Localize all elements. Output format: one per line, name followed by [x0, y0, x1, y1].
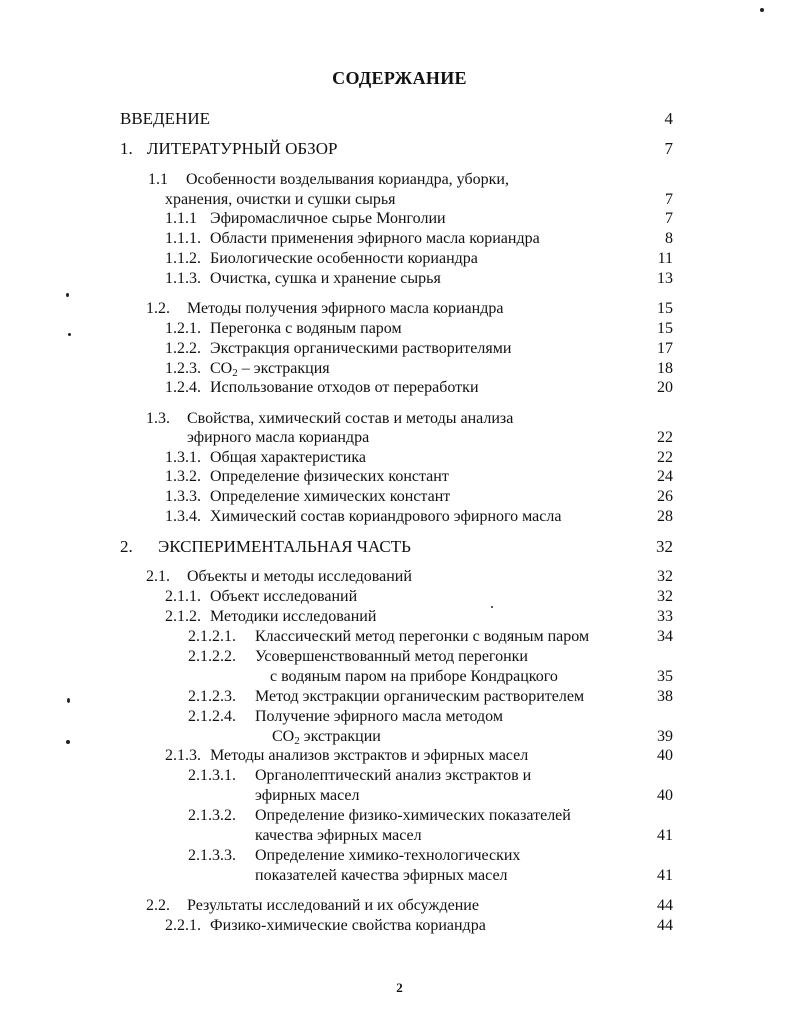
toc-entry-2-1-2-1 [0, 627, 799, 647]
toc-entry-page: 7 [664, 139, 673, 158]
toc-entry-continuation [0, 866, 799, 886]
toc-entry-1-3 [0, 409, 799, 429]
toc-entry-page: 44 [657, 917, 673, 934]
toc-entry-number: 1.3. [146, 410, 170, 427]
page-title: СОДЕРЖАНИЕ [332, 68, 467, 88]
toc-entry-2-1-2-4 [0, 707, 799, 727]
toc-entry-number: 2.1.3. [165, 747, 201, 764]
toc-entry-text: Использование отходов от переработки [210, 379, 479, 396]
toc-entry-text: качества эфирных масел [255, 827, 422, 844]
toc-entry-introduction [0, 109, 799, 129]
page-number: 2 [396, 980, 403, 995]
toc-entry-text: Получение эфирного масла методом [255, 708, 503, 725]
toc-entry-1-2-4 [0, 378, 799, 398]
toc-entry-text [210, 359, 330, 379]
toc-entry-page: 15 [657, 300, 673, 317]
toc-entry-number: 2.1.2.3. [188, 688, 236, 705]
toc-entry-text: Результаты исследований и их обсуждение [187, 897, 479, 914]
toc-entry-text: Определение химических констант [210, 488, 451, 505]
toc-entry-continuation [0, 826, 799, 846]
toc-entry-number: 2.1.2.1. [188, 628, 236, 645]
scan-speck [66, 293, 69, 297]
toc-entry-text: хранения, очистки и сушки сырья [165, 191, 396, 208]
toc-entry-text-rest: экстракции [299, 728, 381, 745]
toc-entry-2 [0, 537, 799, 557]
toc-entry-page: 33 [657, 608, 673, 625]
toc-entry-1-2-2 [0, 339, 799, 359]
toc-entry-text: показателей качества эфирных масел [255, 867, 508, 884]
toc-entry-page: 38 [657, 688, 673, 705]
toc-entry-1-1-3 [0, 269, 799, 289]
toc-entry-continuation [0, 428, 799, 448]
toc-entry-text: Определение химико-технологических [255, 847, 521, 864]
toc-entry-page: 28 [657, 508, 673, 525]
toc-entry-text: Определение физических констант [210, 468, 449, 485]
toc-entry-continuation [0, 786, 799, 806]
toc-entry-number: 1.1.1 [165, 210, 197, 227]
toc-entry-text: Классический метод перегонки с водяным паром [255, 628, 590, 645]
toc-entry-number: 2.1.1. [165, 588, 201, 605]
toc-entry-page: 40 [657, 787, 673, 804]
toc-entry-2-2 [0, 896, 799, 916]
toc-entry-number: 2.1. [146, 568, 170, 585]
toc-entry-text: Области применения эфирного масла кориандра [210, 230, 540, 247]
toc-entry-text: Методики исследований [210, 608, 377, 625]
toc-entry-1-1-1 [0, 209, 799, 229]
toc-entry-page: 35 [657, 668, 673, 685]
toc-entry-page: 15 [657, 320, 673, 337]
toc-entry-text-rest: – экстракция [237, 360, 330, 377]
toc-entry-2-1-3-2 [0, 806, 799, 826]
toc-entry-page: 41 [657, 827, 673, 844]
scan-speck [760, 8, 764, 12]
co2-formula: CO [272, 728, 295, 745]
toc-entry-text: ВВЕДЕНИЕ [120, 109, 210, 128]
toc-entry-number: 1.3.3. [165, 488, 201, 505]
toc-entry-number: 1.1.1. [165, 230, 201, 247]
toc-entry-text: Определение физико-химических показателей [255, 807, 571, 824]
toc-entry-2-2-1 [0, 916, 799, 936]
toc-entry-number: 2.1.2.2. [188, 648, 236, 665]
toc-entry-page: 32 [657, 568, 673, 585]
toc-entry-page: 26 [657, 488, 673, 505]
toc-entry-page: 24 [657, 468, 673, 485]
toc-entry-number: 2.1.2.4. [188, 708, 236, 725]
toc-entry-1-1-2 [0, 249, 799, 269]
toc-entry-number: 1. [120, 139, 133, 158]
toc-entry-number: 2.1.2. [165, 608, 201, 625]
toc-entry-text: Метод экстракции органическим растворителем [255, 688, 585, 705]
toc-entry-2-1-3 [0, 746, 799, 766]
toc-entry-text: Очистка, сушка и хранение сырья [210, 270, 441, 287]
toc-entry-page: 22 [657, 429, 673, 446]
toc-entry-1-2-1 [0, 319, 799, 339]
toc-entry-text: ЭКСПЕРИМЕНТАЛЬНАЯ ЧАСТЬ [158, 537, 411, 556]
toc-entry-text: Органолептический анализ экстрактов и [255, 767, 532, 784]
toc-entry-number: 2.1.3.2. [188, 807, 236, 824]
scan-speck [491, 606, 493, 608]
toc-entry-page: 20 [657, 379, 673, 396]
toc-entry-text: Методы получения эфирного масла кориандра [187, 300, 504, 317]
toc-entry-number: 1.3.4. [165, 508, 201, 525]
toc-entry-number: 1.2.4. [165, 379, 201, 396]
co2-formula: CO [210, 360, 233, 377]
toc-entry-1-3-1 [0, 448, 799, 468]
toc-entry-number: 1.2. [146, 300, 170, 317]
toc-entry-text: Свойства, химический состав и методы анализа [187, 410, 514, 427]
toc-entry-continuation [0, 667, 799, 687]
toc-entry-page: 8 [665, 230, 673, 247]
scan-speck [68, 333, 71, 336]
toc-entry-number: 1.1 [148, 171, 168, 188]
toc-entry-text: Эфиромасличное сырье Монголии [210, 210, 446, 227]
toc-entry-2-1-2-2 [0, 647, 799, 667]
toc-entry-page: 4 [664, 109, 673, 128]
toc-entry-text: Экстракция органическими растворителями [210, 340, 512, 357]
toc-entry-text: Биологические особенности кориандра [210, 250, 478, 267]
toc-entry-number: 1.2.3. [165, 360, 201, 377]
toc-entry-number: 2.1.3.1. [188, 767, 236, 784]
toc-entry-page: 32 [656, 537, 673, 556]
toc-entry-number: 1.3.2. [165, 468, 201, 485]
toc-entry-text: Усовершенствованный метод перегонки [255, 648, 528, 665]
scan-speck [66, 740, 70, 744]
toc-entry-page: 32 [657, 588, 673, 605]
toc-entry-text: Химический состав кориандрового эфирного масла [210, 508, 562, 525]
toc-entry-1-2-3 [0, 359, 799, 379]
toc-entry-text: Методы анализов экстрактов и эфирных масел [210, 747, 529, 764]
toc-entry-page: 44 [657, 897, 673, 914]
toc-entry-number: 1.2.2. [165, 340, 201, 357]
toc-entry-text [272, 727, 381, 747]
toc-entry-1 [0, 139, 799, 159]
toc-entry-page: 18 [657, 360, 673, 377]
toc-entry-page: 41 [657, 867, 673, 884]
toc-entry-page: 7 [665, 191, 673, 208]
toc-entry-text: эфирного масла кориандра [187, 429, 370, 446]
toc-entry-1-1 [0, 170, 799, 190]
subscript: 2 [294, 735, 300, 747]
toc-entry-text: Объекты и методы исследований [187, 568, 412, 585]
toc-entry-number: 1.2.1. [165, 320, 201, 337]
toc-entry-2-1-1 [0, 587, 799, 607]
toc-entry-text: ЛИТЕРАТУРНЫЙ ОБЗОР [147, 139, 338, 158]
toc-entry-text: Особенности возделывания кориандра, уборки, [186, 171, 509, 188]
toc-entry-page: 11 [657, 250, 673, 267]
toc-entry-2-1-2-3 [0, 687, 799, 707]
subscript: 2 [232, 367, 238, 379]
toc-entry-text: Перегонка с водяным паром [210, 320, 402, 337]
toc-entry-text: с водяным паром на приборе Кондрацкого [270, 668, 558, 685]
toc-entry-text: эфирных масел [255, 787, 360, 804]
toc-entry-2-1 [0, 567, 799, 587]
toc-entry-2-1-3-1 [0, 766, 799, 786]
toc-entry-page: 39 [657, 728, 673, 745]
toc-entry-2-1-2 [0, 607, 799, 627]
toc-entry-text: Объект исследований [210, 588, 358, 605]
toc-entry-2-1-3-3 [0, 846, 799, 866]
toc-entry-1-2 [0, 299, 799, 319]
toc-entry-continuation [0, 727, 799, 747]
toc-entry-number: 2. [120, 537, 133, 556]
toc-entry-1-3-3 [0, 487, 799, 507]
toc-entry-continuation [0, 190, 799, 210]
toc-entry-number: 2.2.1. [165, 917, 201, 934]
toc-entry-number: 2.1.3.3. [188, 847, 236, 864]
toc-entry-1-1-1b [0, 229, 799, 249]
toc-entry-page: 34 [657, 628, 673, 645]
toc-entry-page: 40 [657, 747, 673, 764]
toc-entry-number: 1.1.2. [165, 250, 201, 267]
toc-entry-1-3-4 [0, 507, 799, 527]
scan-speck [67, 698, 70, 703]
toc-entry-number: 1.3.1. [165, 449, 201, 466]
toc-entry-page: 13 [657, 270, 673, 287]
toc-entry-page: 22 [657, 449, 673, 466]
toc-entry-page: 17 [657, 340, 673, 357]
toc-entry-number: 1.1.3. [165, 270, 201, 287]
toc-entry-text: Общая характеристика [210, 449, 366, 466]
toc-entry-text: Физико-химические свойства кориандра [210, 917, 486, 934]
toc-entry-number: 2.2. [146, 897, 170, 914]
toc-entry-1-3-2 [0, 467, 799, 487]
toc-entry-page: 7 [665, 210, 673, 227]
